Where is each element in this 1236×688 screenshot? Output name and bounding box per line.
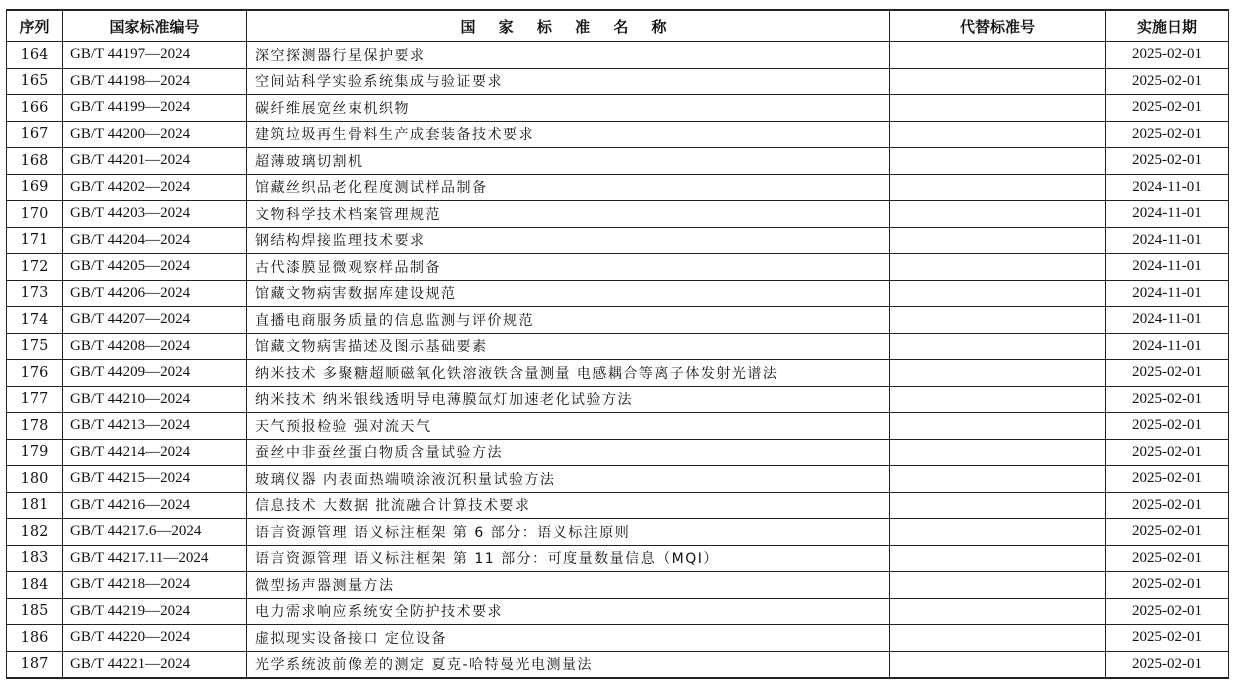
table-row	[7, 280, 1229, 307]
cell-implementation-date: 2025-02-01	[1106, 95, 1229, 122]
cell-replaced-standard	[890, 625, 1106, 652]
cell-seq: 164	[7, 42, 63, 69]
cell-replaced-standard	[890, 386, 1106, 413]
table-row	[7, 492, 1229, 519]
cell-seq: 178	[7, 413, 63, 440]
table-row	[7, 360, 1229, 387]
table-row	[7, 42, 1229, 69]
cell-implementation-date: 2024-11-01	[1106, 174, 1229, 201]
cell-standard-code: GB/T 44208—2024	[63, 333, 247, 360]
cell-standard-code: GB/T 44203—2024	[63, 201, 247, 228]
cell-standard-code: GB/T 44209—2024	[63, 360, 247, 387]
cell-seq: 186	[7, 625, 63, 652]
cell-seq: 182	[7, 519, 63, 546]
cell-replaced-standard	[890, 68, 1106, 95]
cell-standard-name: 纳米技术 纳米银线透明导电薄膜氙灯加速老化试验方法	[247, 386, 890, 413]
cell-implementation-date: 2025-02-01	[1106, 439, 1229, 466]
cell-replaced-standard	[890, 439, 1106, 466]
cell-standard-name: 馆藏丝织品老化程度测试样品制备	[247, 174, 890, 201]
cell-seq: 165	[7, 68, 63, 95]
cell-standard-name: 钢结构焊接监理技术要求	[247, 227, 890, 254]
cell-replaced-standard	[890, 254, 1106, 281]
cell-standard-code: GB/T 44206—2024	[63, 280, 247, 307]
cell-implementation-date: 2024-11-01	[1106, 227, 1229, 254]
cell-standard-code: GB/T 44197—2024	[63, 42, 247, 69]
cell-implementation-date: 2025-02-01	[1106, 572, 1229, 599]
cell-replaced-standard	[890, 307, 1106, 334]
cell-replaced-standard	[890, 466, 1106, 493]
cell-standard-name: 超薄玻璃切割机	[247, 148, 890, 175]
cell-replaced-standard	[890, 42, 1106, 69]
cell-standard-name: 电力需求响应系统安全防护技术要求	[247, 598, 890, 625]
cell-standard-code: GB/T 44219—2024	[63, 598, 247, 625]
table-row	[7, 201, 1229, 228]
cell-seq: 175	[7, 333, 63, 360]
cell-standard-name: 语言资源管理 语义标注框架 第 11 部分：可度量数量信息（MQI）	[247, 545, 890, 572]
cell-standard-code: GB/T 44200—2024	[63, 121, 247, 148]
cell-seq: 171	[7, 227, 63, 254]
cell-replaced-standard	[890, 651, 1106, 678]
table-row	[7, 519, 1229, 546]
cell-implementation-date: 2025-02-01	[1106, 121, 1229, 148]
header-date: 实施日期	[1106, 10, 1229, 42]
cell-standard-name: 纳米技术 多聚糖超顺磁氧化铁溶液铁含量测量 电感耦合等离子体发射光谱法	[247, 360, 890, 387]
cell-standard-code: GB/T 44210—2024	[63, 386, 247, 413]
cell-implementation-date: 2025-02-01	[1106, 466, 1229, 493]
cell-implementation-date: 2025-02-01	[1106, 148, 1229, 175]
cell-implementation-date: 2024-11-01	[1106, 201, 1229, 228]
cell-implementation-date: 2025-02-01	[1106, 413, 1229, 440]
cell-standard-code: GB/T 44201—2024	[63, 148, 247, 175]
cell-seq: 173	[7, 280, 63, 307]
cell-standard-code: GB/T 44202—2024	[63, 174, 247, 201]
cell-standard-code: GB/T 44216—2024	[63, 492, 247, 519]
cell-seq: 167	[7, 121, 63, 148]
header-name: 国 家 标 准 名 称	[247, 10, 890, 42]
table-row	[7, 572, 1229, 599]
cell-replaced-standard	[890, 148, 1106, 175]
cell-replaced-standard	[890, 227, 1106, 254]
cell-standard-name: 光学系统波前像差的测定 夏克-哈特曼光电测量法	[247, 651, 890, 678]
cell-replaced-standard	[890, 333, 1106, 360]
table-row	[7, 386, 1229, 413]
cell-seq: 180	[7, 466, 63, 493]
cell-standard-code: GB/T 44207—2024	[63, 307, 247, 334]
cell-replaced-standard	[890, 280, 1106, 307]
cell-standard-code: GB/T 44205—2024	[63, 254, 247, 281]
cell-replaced-standard	[890, 413, 1106, 440]
cell-replaced-standard	[890, 121, 1106, 148]
header-replaced: 代替标准号	[890, 10, 1106, 42]
cell-standard-name: 玻璃仪器 内表面热端喷涂液沉积量试验方法	[247, 466, 890, 493]
cell-seq: 177	[7, 386, 63, 413]
cell-standard-code: GB/T 44204—2024	[63, 227, 247, 254]
cell-standard-code: GB/T 44217.11—2024	[63, 545, 247, 572]
cell-standard-name: 文物科学技术档案管理规范	[247, 201, 890, 228]
table-row	[7, 598, 1229, 625]
cell-standard-name: 蚕丝中非蚕丝蛋白物质含量试验方法	[247, 439, 890, 466]
cell-standard-code: GB/T 44221—2024	[63, 651, 247, 678]
cell-standard-code: GB/T 44220—2024	[63, 625, 247, 652]
cell-standard-code: GB/T 44198—2024	[63, 68, 247, 95]
cell-implementation-date: 2025-02-01	[1106, 42, 1229, 69]
cell-seq: 176	[7, 360, 63, 387]
table-row	[7, 174, 1229, 201]
table-row	[7, 148, 1229, 175]
cell-replaced-standard	[890, 572, 1106, 599]
table-row	[7, 121, 1229, 148]
table-row	[7, 68, 1229, 95]
cell-standard-name: 空间站科学实验系统集成与验证要求	[247, 68, 890, 95]
cell-implementation-date: 2024-11-01	[1106, 280, 1229, 307]
cell-replaced-standard	[890, 545, 1106, 572]
cell-standard-name: 碳纤维展宽丝束机织物	[247, 95, 890, 122]
cell-seq: 169	[7, 174, 63, 201]
cell-implementation-date: 2025-02-01	[1106, 360, 1229, 387]
cell-seq: 187	[7, 651, 63, 678]
cell-standard-code: GB/T 44199—2024	[63, 95, 247, 122]
cell-implementation-date: 2024-11-01	[1106, 333, 1229, 360]
header-seq: 序列	[7, 10, 63, 42]
cell-standard-name: 古代漆膜显微观察样品制备	[247, 254, 890, 281]
table-row	[7, 333, 1229, 360]
cell-replaced-standard	[890, 598, 1106, 625]
table-row	[7, 95, 1229, 122]
cell-implementation-date: 2024-11-01	[1106, 307, 1229, 334]
cell-standard-name: 直播电商服务质量的信息监测与评价规范	[247, 307, 890, 334]
cell-replaced-standard	[890, 95, 1106, 122]
cell-implementation-date: 2025-02-01	[1106, 651, 1229, 678]
cell-standard-code: GB/T 44213—2024	[63, 413, 247, 440]
cell-standard-code: GB/T 44214—2024	[63, 439, 247, 466]
cell-standard-name: 建筑垃圾再生骨料生产成套装备技术要求	[247, 121, 890, 148]
table-row	[7, 254, 1229, 281]
cell-implementation-date: 2025-02-01	[1106, 519, 1229, 546]
cell-seq: 168	[7, 148, 63, 175]
cell-standard-name: 馆藏文物病害描述及图示基础要素	[247, 333, 890, 360]
cell-replaced-standard	[890, 519, 1106, 546]
cell-seq: 185	[7, 598, 63, 625]
cell-seq: 179	[7, 439, 63, 466]
cell-seq: 183	[7, 545, 63, 572]
cell-seq: 170	[7, 201, 63, 228]
cell-replaced-standard	[890, 174, 1106, 201]
cell-standard-name: 馆藏文物病害数据库建设规范	[247, 280, 890, 307]
header-code: 国家标准编号	[63, 10, 247, 42]
header-row	[7, 10, 1229, 42]
cell-implementation-date: 2025-02-01	[1106, 545, 1229, 572]
cell-standard-code: GB/T 44218—2024	[63, 572, 247, 599]
cell-seq: 181	[7, 492, 63, 519]
cell-implementation-date: 2025-02-01	[1106, 492, 1229, 519]
table-row	[7, 439, 1229, 466]
cell-implementation-date: 2025-02-01	[1106, 386, 1229, 413]
cell-seq: 166	[7, 95, 63, 122]
table-body	[7, 42, 1229, 679]
cell-standard-name: 天气预报检验 强对流天气	[247, 413, 890, 440]
cell-standard-name: 语言资源管理 语义标注框架 第 6 部分：语义标注原则	[247, 519, 890, 546]
table-row	[7, 227, 1229, 254]
cell-implementation-date: 2025-02-01	[1106, 598, 1229, 625]
cell-standard-name: 信息技术 大数据 批流融合计算技术要求	[247, 492, 890, 519]
table-row	[7, 413, 1229, 440]
table-row	[7, 307, 1229, 334]
cell-implementation-date: 2025-02-01	[1106, 68, 1229, 95]
cell-standard-name: 虚拟现实设备接口 定位设备	[247, 625, 890, 652]
cell-standard-name: 微型扬声器测量方法	[247, 572, 890, 599]
cell-replaced-standard	[890, 201, 1106, 228]
table-row	[7, 625, 1229, 652]
cell-replaced-standard	[890, 360, 1106, 387]
standards-table	[6, 9, 1229, 679]
cell-seq: 184	[7, 572, 63, 599]
cell-implementation-date: 2025-02-01	[1106, 625, 1229, 652]
cell-standard-code: GB/T 44215—2024	[63, 466, 247, 493]
cell-seq: 174	[7, 307, 63, 334]
cell-seq: 172	[7, 254, 63, 281]
table-row	[7, 466, 1229, 493]
cell-standard-name: 深空探测器行星保护要求	[247, 42, 890, 69]
cell-standard-code: GB/T 44217.6—2024	[63, 519, 247, 546]
table-row	[7, 545, 1229, 572]
cell-implementation-date: 2024-11-01	[1106, 254, 1229, 281]
cell-replaced-standard	[890, 492, 1106, 519]
table-row	[7, 651, 1229, 678]
